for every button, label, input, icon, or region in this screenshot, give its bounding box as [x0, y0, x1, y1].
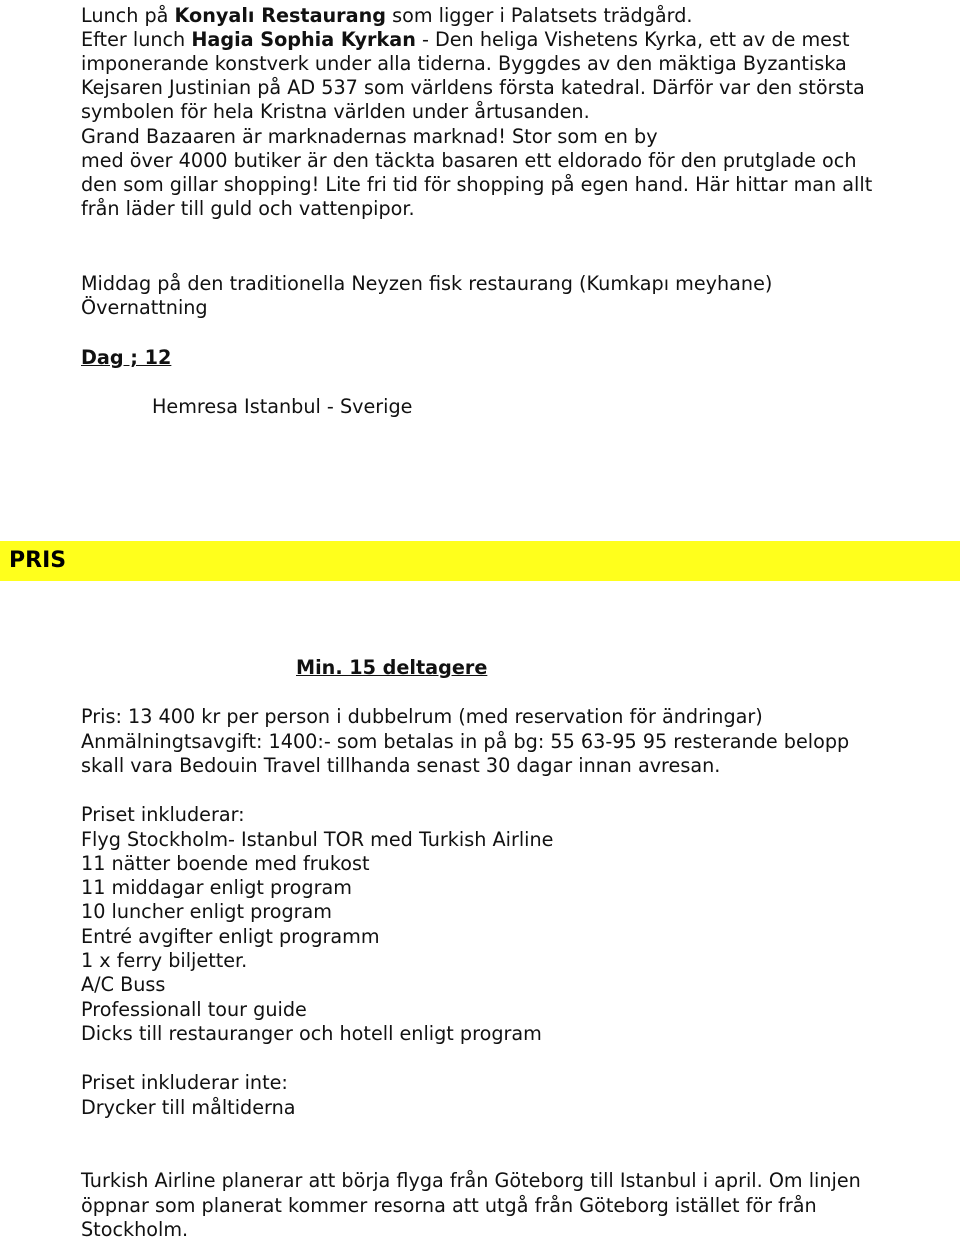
fee-line: skall vara Bedouin Travel tillhanda senast 30 dagar innan avresan. — [81, 754, 721, 777]
note-line: öppnar som planerat kommer resorna att utgå från Göteborg istället för från — [81, 1194, 817, 1217]
restaurant-name: Konyalı Restaurang — [174, 4, 386, 27]
return-trip-line: Hemresa Istanbul - Sverige — [152, 395, 413, 418]
list-item: Flyg Stockholm- Istanbul TOR med Turkish Airline — [81, 828, 554, 851]
note-line: Stockholm. — [81, 1218, 189, 1241]
price-heading: PRIS — [9, 548, 67, 573]
min-participants: Min. 15 deltagere — [296, 656, 488, 679]
list-item: 11 nätter boende med frukost — [81, 852, 370, 875]
body-line: imponerande konstverk under alla tiderna. Byggdes av den mäktiga Byzantiska — [81, 52, 847, 75]
list-item: 11 middagar enligt program — [81, 876, 352, 899]
body-line: Grand Bazaaren är marknadernas marknad! Stor som en by — [81, 125, 658, 148]
note-line: Turkish Airline planerar att börja flyga från Göteborg till Istanbul i april. Om linjen — [81, 1169, 861, 1192]
body-line: från läder till guld och vattenpipor. — [81, 197, 415, 220]
lunch-line — [81, 4, 692, 28]
lunch-suffix: som ligger i Palatsets trädgård. — [386, 4, 693, 27]
list-item: A/C Buss — [81, 973, 166, 996]
fee-line: Anmälningtsavgift: 1400:- som betalas in på bg: 55 63-95 95 resterande belopp — [81, 730, 850, 753]
list-item: Dicks till restauranger och hotell enligt program — [81, 1022, 542, 1045]
lunch-prefix: Lunch på — [81, 4, 175, 27]
body-line: med över 4000 butiker är den täckta basaren ett eldorado för den prutglade och — [81, 149, 857, 172]
after-lunch-suffix: - Den heliga Vishetens Kyrka, ett av de mest — [415, 28, 850, 51]
body-line: symbolen för hela Kristna världen under årtusanden. — [81, 100, 590, 123]
overnight-line: Övernattning — [81, 296, 208, 319]
after-lunch-prefix: Efter lunch — [81, 28, 192, 51]
price-band — [0, 541, 960, 581]
includes-heading: Priset inkluderar: — [81, 803, 245, 826]
excludes-heading: Priset inkluderar inte: — [81, 1071, 288, 1094]
hagia-sophia-name: Hagia Sophia Kyrkan — [191, 28, 416, 51]
price-line: Pris: 13 400 kr per person i dubbelrum (med reservation för ändringar) — [81, 705, 763, 728]
day-heading: Dag ; 12 — [81, 346, 172, 369]
list-item: 1 x ferry biljetter. — [81, 949, 248, 972]
body-line: den som gillar shopping! Lite fri tid för shopping på egen hand. Här hittar man allt — [81, 173, 873, 196]
body-line: Kejsaren Justinian på AD 537 som världens första katedral. Därför var den största — [81, 76, 865, 99]
dinner-line: Middag på den traditionella Neyzen fisk restaurang (Kumkapı meyhane) — [81, 272, 773, 295]
list-item: Drycker till måltiderna — [81, 1096, 296, 1119]
list-item: Entré avgifter enligt programm — [81, 925, 380, 948]
list-item: Professionall tour guide — [81, 998, 307, 1021]
after-lunch-line — [81, 28, 850, 52]
list-item: 10 luncher enligt program — [81, 900, 333, 923]
